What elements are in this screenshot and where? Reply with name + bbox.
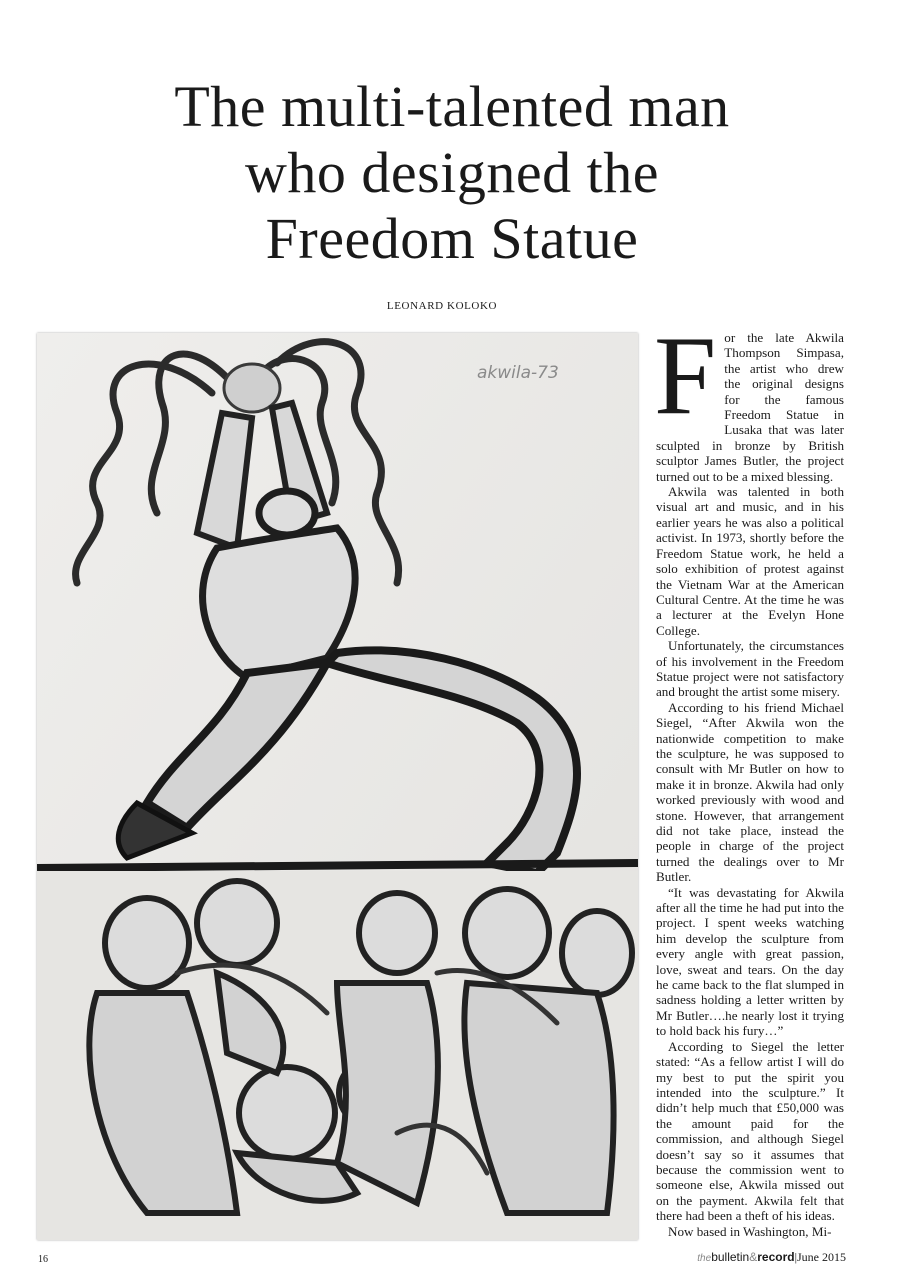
title-line-3: Freedom Statue [265,206,639,271]
paragraph-7: Now based in Washington, Mi- [668,1223,832,1239]
title-line-2: who designed the [245,140,659,205]
issue-date: |June 2015 [794,1250,846,1264]
article-body [654,314,844,1239]
page-number: 16 [38,1254,48,1265]
paragraph-4: According to his friend Michael Siegel, “After Akwila won the nationwide competition to make the sculpture, he was supposed to consult with Mr Butler on how to make it in bronze. Akwila had only worked previously with wood and stone. However, that arrangement did not take place, instead the people in charge of the project turned the dealings over to Mr Butler. [656,699,844,885]
title-line-1: The multi-talented man [174,74,730,139]
publication-footer [697,1250,846,1265]
pub-prefix: the [697,1253,712,1264]
article-title [0,74,904,272]
pub-name-1: bulletin [711,1250,750,1264]
artwork-signature: akwila-73 [477,363,559,383]
paragraph-1 [654,314,844,484]
charcoal-drawing [37,333,638,1240]
drop-cap: F [654,314,717,438]
paragraph-6: According to Siegel the letter stated: “As a fellow artist I will do my best to put the spirit you intended into the sculpture.” It didn’t help much that £50,000 was the amount paid for the commission, and although Siegel doesn’t say so it assumes that because the commission went to someone else, Akwila missed out on the payment. Akwila felt that there had been a theft of his ideas. [656,1038,844,1224]
byline: LEONARD KOLOKO [386,300,498,312]
pub-name-2: record [757,1250,795,1264]
paragraph-1-text: or the late Akwila Thompson Simpasa, the artist who drew the original designs for the famous Freedom Statue in Lusaka that was later sculpted in bronze by British sculptor James Butler, the project turned out to be a mixed blessing. [656,330,844,484]
paragraph-3: Unfortunately, the circumstances of his involvement in the Freedom Statue project were not satisfactory and brought the artist some misery. [656,638,844,700]
artwork-drawing [37,333,638,1240]
pub-ampersand: & [749,1250,758,1264]
paragraph-5: “It was devastating for Akwila after all the time he had put into the project. I spent weeks watching him develop the sculpture from every angle with great passion, love, sweat and tears. On the day he came back to the flat slumped in sadness holding a letter written by Mr Butler….he nearly lost it trying to hold back his fury…” [656,884,844,1039]
paragraph-2: Akwila was talented in both visual art and music, and in his earlier years he was also a political activist. In 1973, shortly before the Freedom Statue work, he held a solo exhibition of protest against the Vietnam War at the American Cultural Centre. At the time he was a lecturer at the Evelyn Hone College. [656,484,844,638]
